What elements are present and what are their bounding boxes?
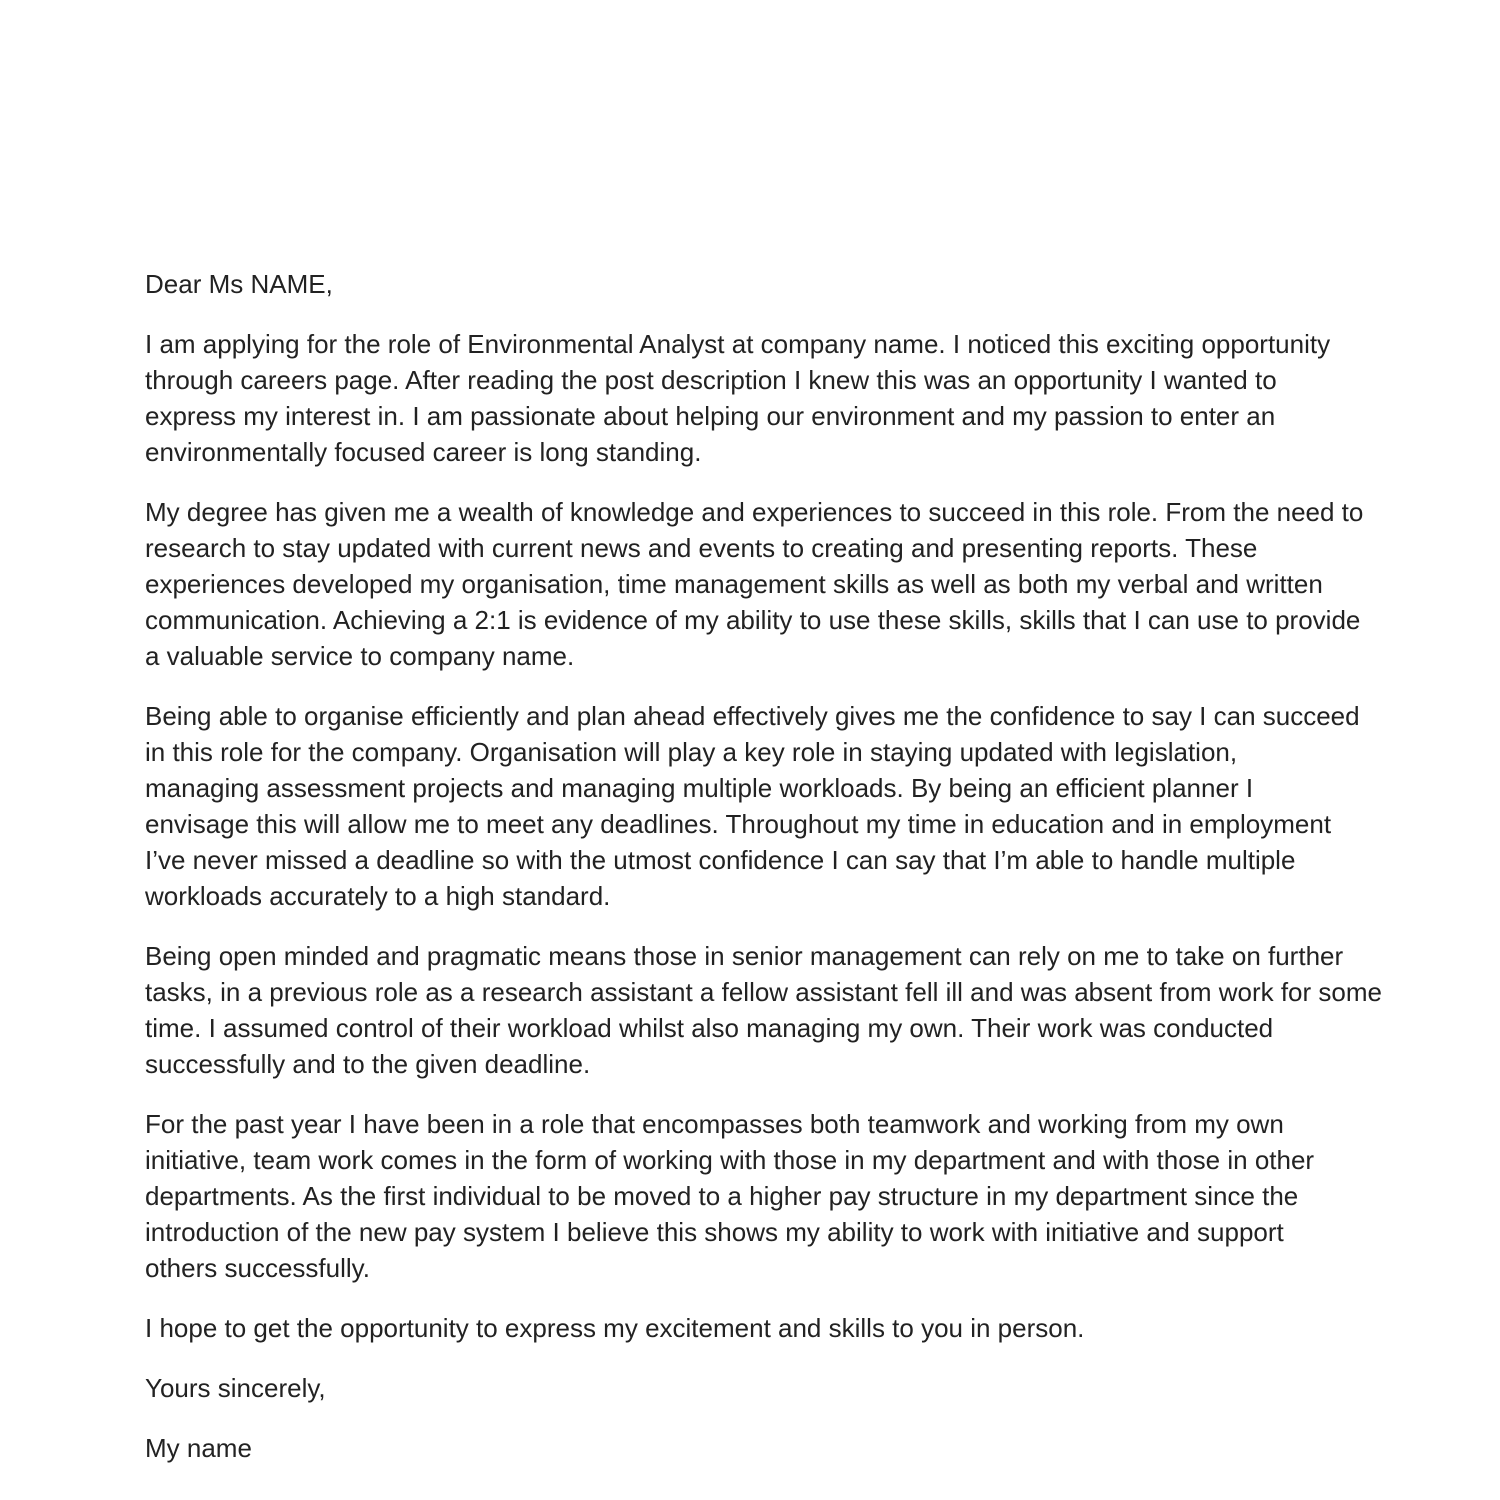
closing-line: I hope to get the opportunity to express my excitement and skills to you in person. bbox=[145, 1313, 1085, 1343]
paragraph-line: envisage this will allow me to meet any deadlines. Throughout my time in education and in employment bbox=[145, 809, 1332, 839]
paragraph-line: successfully and to the given deadline. bbox=[145, 1049, 591, 1079]
paragraph-line: initiative, team work comes in the form of working with those in my department and with those in other bbox=[145, 1145, 1315, 1175]
signature: My name bbox=[145, 1433, 252, 1463]
paragraph-line: Being open minded and pragmatic means those in senior management can rely on me to take on further bbox=[145, 941, 1344, 971]
paragraph-line: express my interest in. I am passionate about helping our environment and my passion to enter an bbox=[145, 401, 1276, 431]
paragraph-line: introduction of the new pay system I believe this shows my ability to work with initiative and support bbox=[145, 1217, 1284, 1247]
paragraph-line: tasks, in a previous role as a research assistant a fellow assistant fell ill and was absent from work for some bbox=[145, 977, 1382, 1007]
closing-line-block bbox=[145, 1310, 1360, 1346]
paragraph-line: experiences developed my organisation, time management skills as well as both my verbal and written bbox=[145, 569, 1323, 599]
paragraph-line: workloads accurately to a high standard. bbox=[145, 881, 611, 911]
paragraph-organisation bbox=[145, 698, 1360, 914]
paragraph-line: For the past year I have been in a role that encompasses both teamwork and working from my own bbox=[145, 1109, 1284, 1139]
paragraph-line: My degree has given me a wealth of knowledge and experiences to succeed in this role. From the need to bbox=[145, 497, 1364, 527]
paragraph-line: I’ve never missed a deadline so with the utmost confidence I can say that I’m able to handle multiple bbox=[145, 845, 1296, 875]
paragraph-line: Being able to organise efficiently and plan ahead effectively gives me the confidence to say I can succeed bbox=[145, 701, 1360, 731]
paragraph-line: in this role for the company. Organisation will play a key role in staying updated with legislation, bbox=[145, 737, 1238, 767]
paragraph-line: communication. Achieving a 2:1 is evidence of my ability to use these skills, skills that I can use to provide bbox=[145, 605, 1361, 635]
paragraph-line: through careers page. After reading the post description I knew this was an opportunity I wanted to bbox=[145, 365, 1277, 395]
salutation-block bbox=[145, 266, 1360, 302]
signature-block bbox=[145, 1430, 1360, 1466]
paragraph-line: environmentally focused career is long standing. bbox=[145, 437, 702, 467]
paragraph-line: time. I assumed control of their workload whilst also managing my own. Their work was conducted bbox=[145, 1013, 1274, 1043]
paragraph-line: research to stay updated with current news and events to creating and presenting reports. These bbox=[145, 533, 1258, 563]
paragraph-line: others successfully. bbox=[145, 1253, 370, 1283]
paragraph-degree bbox=[145, 494, 1364, 674]
paragraph-line: I am applying for the role of Environmental Analyst at company name. I noticed this exciting opportunity bbox=[145, 329, 1331, 359]
paragraph-teamwork bbox=[145, 1106, 1360, 1286]
paragraph-intro bbox=[145, 326, 1360, 470]
paragraph-line: managing assessment projects and managing multiple workloads. By being an efficient planner I bbox=[145, 773, 1254, 803]
valediction-block bbox=[145, 1370, 1360, 1406]
paragraph-line: departments. As the first individual to be moved to a higher pay structure in my department since the bbox=[145, 1181, 1299, 1211]
salutation: Dear Ms NAME, bbox=[145, 269, 333, 299]
paragraph-open-minded bbox=[145, 938, 1382, 1082]
paragraph-line: a valuable service to company name. bbox=[145, 641, 575, 671]
valediction: Yours sincerely, bbox=[145, 1373, 326, 1403]
